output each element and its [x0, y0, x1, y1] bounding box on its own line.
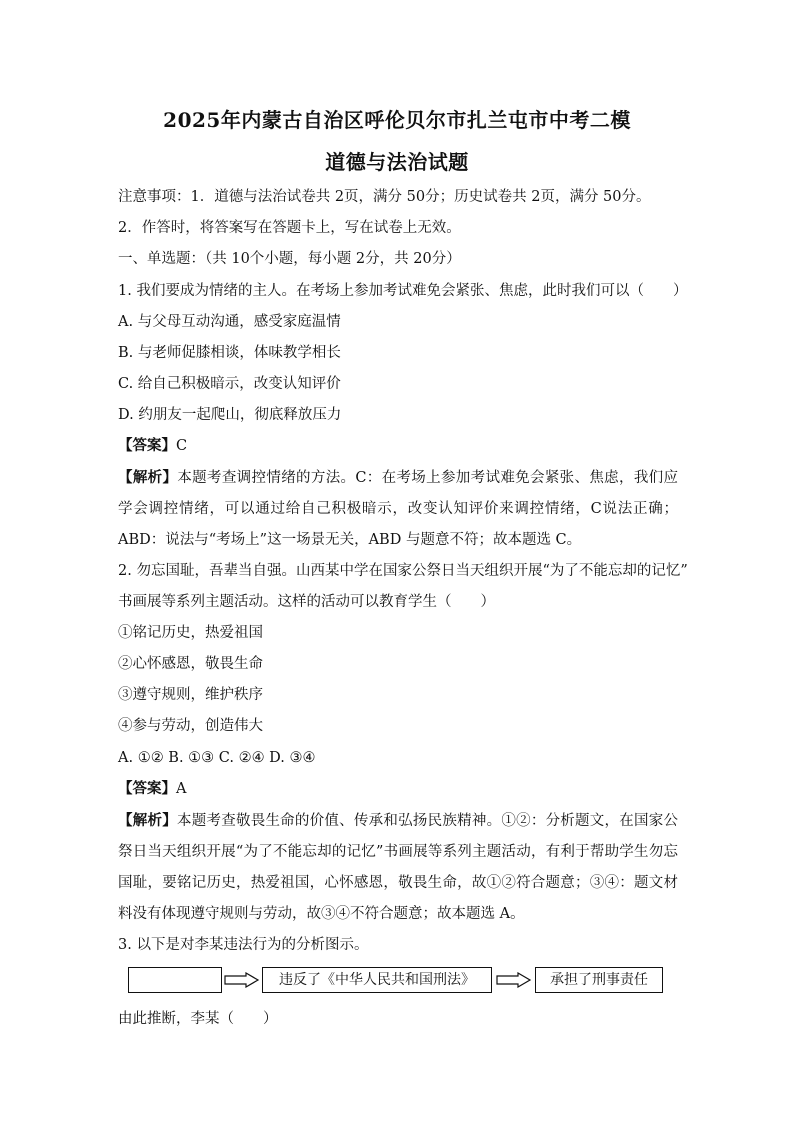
q2-item-2: ②心怀感恩，敬畏生命 — [118, 656, 263, 672]
q2-answer-label: 【答案】 — [118, 780, 176, 797]
flow-arrow-1-icon — [224, 972, 260, 988]
q1-option-d: D. 约朋友一起爬山，彻底释放压力 — [118, 407, 342, 423]
q2-options: A. ①② B. ①③ C. ②④ D. ③④ — [118, 750, 316, 766]
notes-line-2: 2．作答时，将答案写在答题卡上，写在试卷上无效。 — [118, 220, 461, 236]
q2-analysis — [118, 805, 678, 930]
q1-analysis-label: 【解析】 — [118, 469, 178, 486]
q3-flowchart — [128, 967, 668, 993]
flow-box-responsibility: 承担了刑事责任 — [535, 967, 663, 993]
q1-option-b: B. 与老师促膝相谈，体味教学相长 — [118, 345, 341, 361]
flow-arrow-2-icon — [496, 972, 532, 988]
q3-tail: 由此推断，李某（ ） — [118, 1011, 278, 1027]
q1-answer-label: 【答案】 — [118, 437, 176, 454]
q2-analysis-label: 【解析】 — [118, 812, 177, 829]
q1-answer — [118, 436, 678, 456]
q1-stem: 1. 我们要成为情绪的主人。在考场上参加考试难免会紧张、焦虑，此时我们可以（ ） — [118, 283, 688, 299]
q1-analysis — [118, 462, 678, 556]
notes-line-1: 注意事项：1．道德与法治试卷共 2页，满分 50分；历史试卷共 2页，满分 50分。 — [118, 189, 651, 205]
q2-item-1: ①铭记历史，热爱祖国 — [118, 625, 263, 641]
q1-option-c: C. 给自己积极暗示，改变认知评价 — [118, 376, 341, 392]
q2-item-3: ③遵守规则，维护秩序 — [118, 687, 263, 703]
q2-stem-line-2: 书画展等系列主题活动。这样的活动可以教育学生（ ） — [118, 594, 495, 610]
q1-answer-value: C — [176, 438, 188, 454]
flow-box-violation: 违反了《中华人民共和国刑法》 — [262, 967, 492, 993]
q1-option-a: A. 与父母互动沟通，感受家庭温情 — [118, 314, 341, 330]
q2-answer-value: A — [176, 781, 187, 797]
q2-stem-line-1: 2. 勿忘国耻，吾辈当自强。山西某中学在国家公祭日当天组织开展“为了不能忘却的记忆” — [118, 563, 688, 579]
exam-title: 2025年内蒙古自治区呼伦贝尔市扎兰屯市中考二模 — [163, 108, 631, 132]
q2-answer — [118, 779, 678, 799]
flow-box-blank — [128, 967, 222, 993]
section-heading: 一、单选题：（共 10个小题，每小题 2分，共 20分） — [118, 251, 461, 267]
q1-analysis-text: 本题考查调控情绪的方法。C：在考场上参加考试难免会紧张、焦虑，我们应学会调控情绪，可以通过给自己积极暗示，改变认知评价来调控情绪，C说法正确；ABD：说法与“考场上”这一场景无关，ABD 与题意不符；故本题选 C。 — [118, 470, 679, 548]
q2-analysis-text: 本题考查敬畏生命的价值、传承和弘扬民族精神。①②：分析题文，在国家公祭日当天组织开展“为了不能忘却的记忆”书画展等系列主题活动，有利于帮助学生勿忘国耻，要铭记历史，热爱祖国，心怀感恩，敬畏生命，故①②符合题意；③④：题文材料没有体现遵守规则与劳动，故③④不符合题意；故本题选 A。 — [118, 813, 679, 922]
q2-item-4: ④参与劳动，创造伟大 — [118, 718, 263, 734]
q3-stem: 3. 以下是对李某违法行为的分析图示。 — [118, 937, 369, 953]
exam-subtitle: 道德与法治试题 — [325, 150, 469, 174]
